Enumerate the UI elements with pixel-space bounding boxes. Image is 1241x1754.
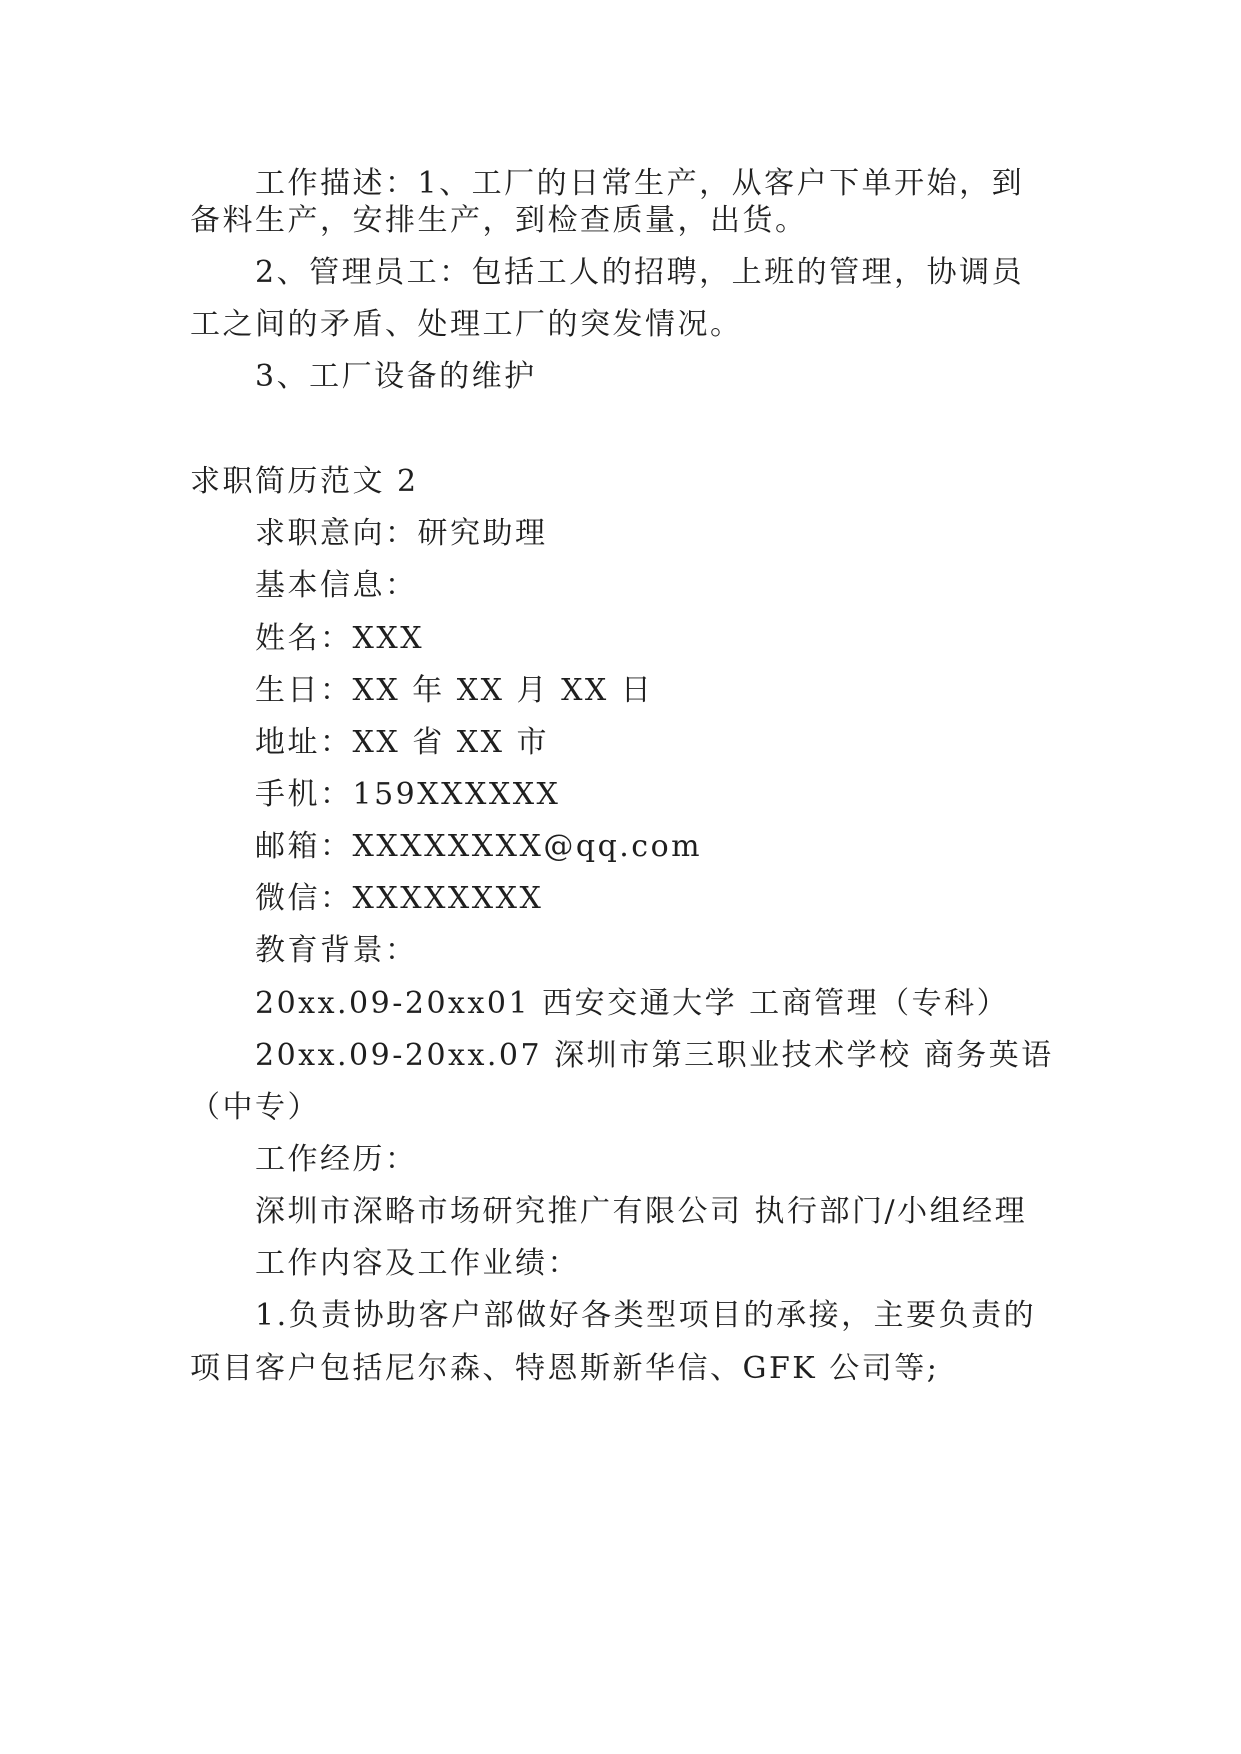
- email-field: 邮箱：XXXXXXXX@qq.com: [255, 829, 703, 864]
- education-entry-2-line-2: （中专）: [190, 1090, 320, 1125]
- education-entry-2-line-1: 20xx.09-20xx.07 深圳市第三职业技术学校 商务英语: [255, 1038, 1054, 1073]
- education-heading: 教育背景：: [255, 933, 418, 968]
- phone-field: 手机：159XXXXXX: [255, 777, 561, 812]
- basic-info-heading: 基本信息：: [255, 568, 418, 603]
- work-experience-heading: 工作经历：: [255, 1142, 418, 1177]
- birthday-field: 生日：XX 年 XX 月 XX 日: [255, 673, 654, 708]
- wechat-field: 微信：XXXXXXXX: [255, 881, 544, 916]
- management-line-1: 2、管理员工：包括工人的招聘，上班的管理，协调员: [255, 255, 1025, 290]
- job-description-line-1: 工作描述：1、工厂的日常生产，从客户下单开始，到: [255, 166, 1025, 201]
- job-description-line-2: 备料生产，安排生产，到检查质量，出货。: [190, 203, 808, 238]
- company-position: 深圳市深略市场研究推广有限公司 执行部门/小组经理: [255, 1194, 1028, 1229]
- work-content-heading: 工作内容及工作业绩：: [255, 1246, 580, 1281]
- management-line-2: 工之间的矛盾、处理工厂的突发情况。: [190, 307, 743, 342]
- name-field: 姓名：XXX: [255, 621, 425, 656]
- job-intention: 求职意向：研究助理: [255, 516, 548, 551]
- education-entry-1: 20xx.09-20xx01 西安交通大学 工商管理（专科）: [255, 986, 1010, 1021]
- equipment-maintenance-line: 3、工厂设备的维护: [255, 359, 537, 394]
- work-item-1-line-1: 1.负责协助客户部做好各类型项目的承接，主要负责的: [255, 1298, 1037, 1333]
- work-item-1-line-2: 项目客户包括尼尔森、特恩斯新华信、GFK 公司等;: [190, 1351, 940, 1386]
- address-field: 地址：XX 省 XX 市: [255, 725, 550, 760]
- resume-sample-title: 求职简历范文 2: [190, 464, 419, 499]
